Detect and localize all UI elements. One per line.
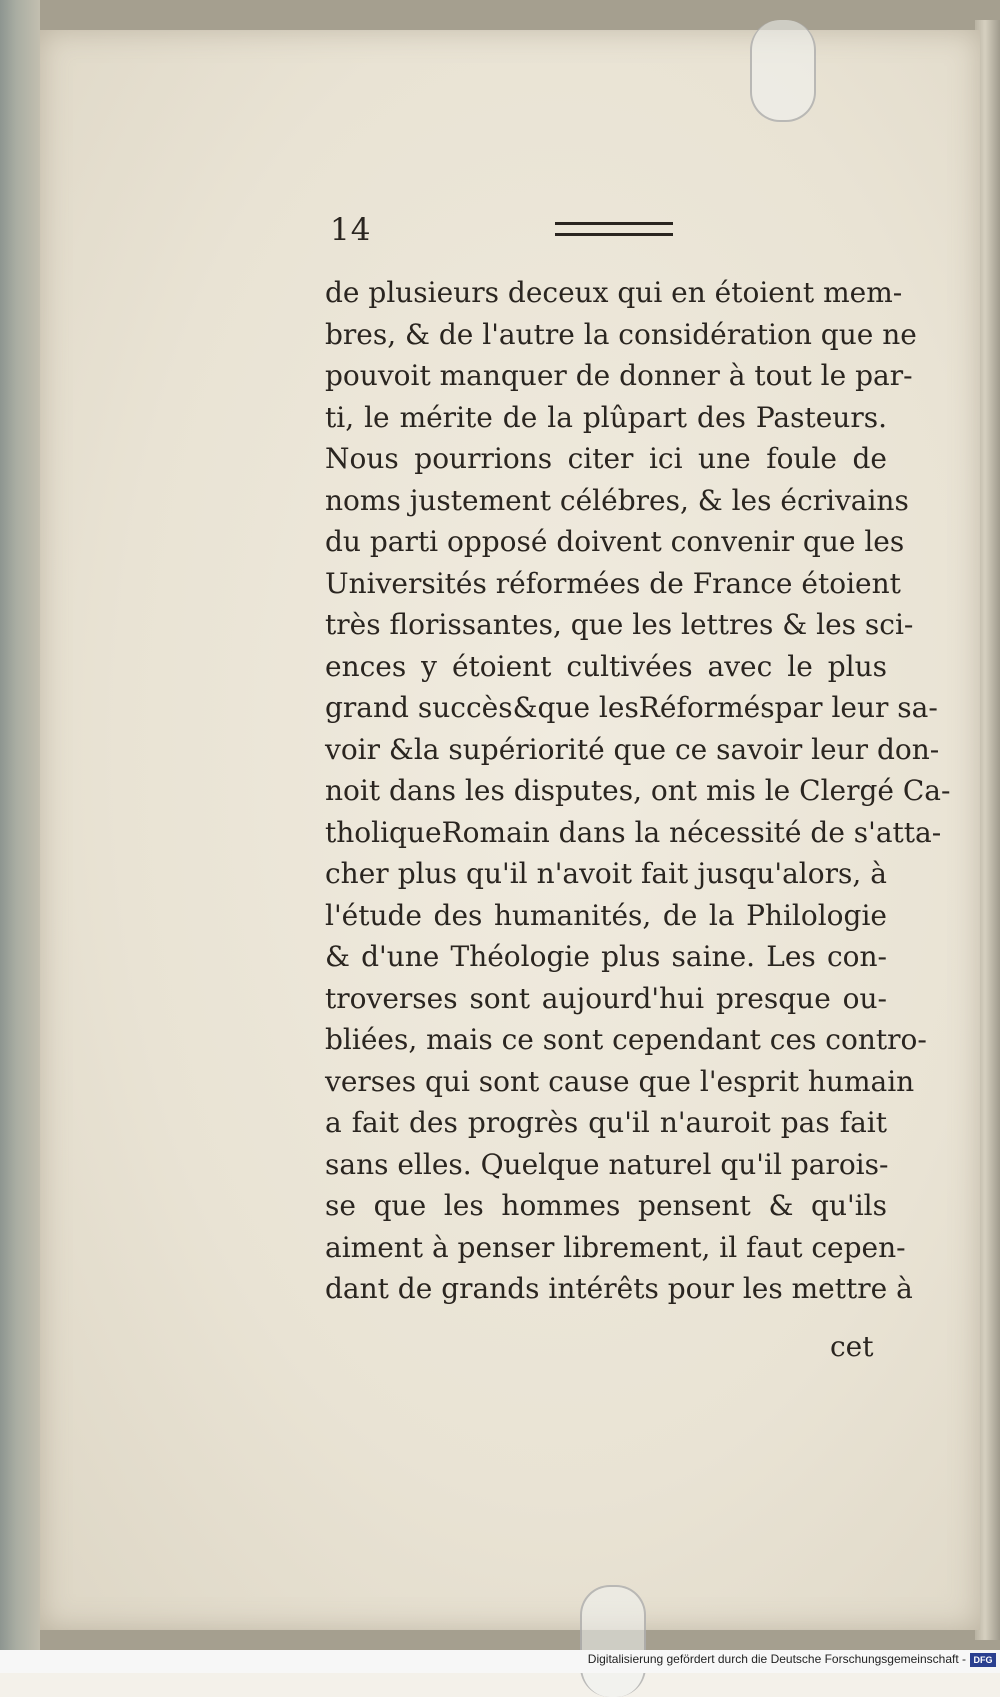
- text-line: sans elles. Quelque naturel qu'il parois-: [325, 1147, 889, 1181]
- text-line: Universités réformées de France étoient: [325, 566, 901, 600]
- text-line: aiment à penser librement, il faut cepen-: [325, 1230, 906, 1264]
- text-line: a fait des progrès qu'il n'auroit pas fait: [325, 1106, 887, 1139]
- text-line: noit dans les disputes, ont mis le Clergé Ca-: [325, 774, 951, 807]
- text-line: voir &la supériorité que ce savoir leur don-: [325, 732, 940, 766]
- text-line: de plusieurs deceux qui en étoient mem-: [325, 276, 903, 309]
- text-line: cher plus qu'il n'avoit fait jusqu'alors, à: [325, 857, 887, 890]
- text-line: verses qui sont cause que l'esprit humain: [325, 1064, 915, 1098]
- text-line: Nous pourrions citer ici une foule de: [325, 442, 887, 475]
- text-line: bres, & de l'autre la considération que ne: [325, 317, 917, 351]
- text-line: se que les hommes pensent & qu'ils: [325, 1189, 887, 1222]
- text-line: l'étude des humanités, de la Philologie: [325, 898, 887, 932]
- body-text: [325, 272, 951, 1310]
- text-line: pouvoit manquer de donner à tout le par-: [325, 359, 913, 392]
- text-line: noms justement célébres, & les écrivains: [325, 483, 909, 517]
- dfg-logo: DFG: [970, 1653, 996, 1667]
- funding-credit: Digitalisierung gefördert durch die Deutsche Forschungsgemeinschaft -: [587, 1652, 966, 1666]
- text-line: bliées, mais ce sont cependant ces contro-: [325, 1023, 927, 1056]
- text-line: très florissantes, que les lettres & les sci-: [325, 608, 914, 641]
- glass-clip-top: [750, 20, 816, 122]
- text-line: du parti opposé doivent convenir que les: [325, 525, 905, 558]
- text-line: & d'une Théologie plus saine. Les con-: [325, 940, 887, 973]
- catchword: cet: [830, 1330, 874, 1363]
- text-line: tholiqueRomain dans la nécessité de s'atta-: [325, 815, 942, 849]
- page-number: 14: [330, 212, 372, 248]
- header-ornament-rule: [555, 222, 673, 236]
- text-line: dant de grands intérêts pour les mettre à: [325, 1272, 913, 1305]
- digitization-footer: [0, 1650, 1000, 1673]
- glass-clip-bottom: [580, 1585, 646, 1697]
- text-line: grand succès&que lesRéforméspar leur sa-: [325, 691, 938, 724]
- book-cover-edge: [0, 0, 40, 1650]
- text-line: ences y étoient cultivées avec le plus: [325, 649, 887, 683]
- text-line: troverses sont aujourd'hui presque ou-: [325, 981, 887, 1015]
- text-line: ti, le mérite de la plûpart des Pasteurs.: [325, 400, 887, 434]
